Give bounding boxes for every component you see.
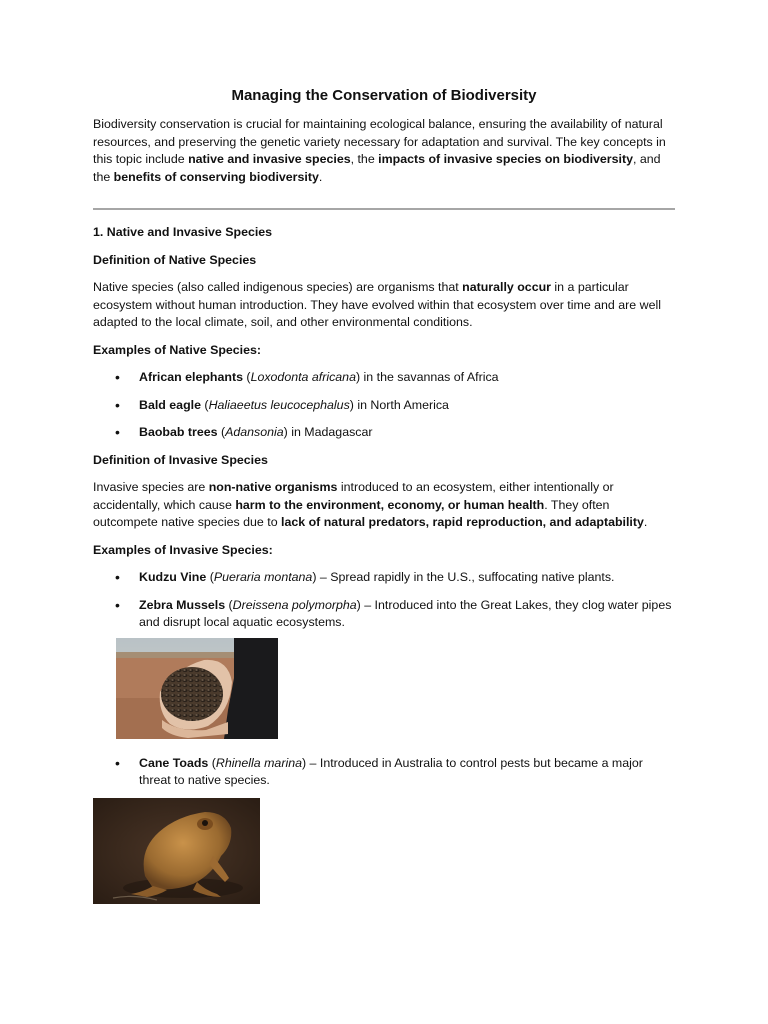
zebra-mussels-photo [116, 638, 278, 739]
list-item: • Bald eagle (Haliaeetus leucocephalus) in North America [93, 397, 675, 415]
list-item: • African elephants (Loxodonta africana) in the savannas of Africa [93, 369, 675, 387]
document-content [93, 86, 675, 904]
page-title: Managing the Conservation of Biodiversity [231, 87, 537, 104]
invasive-definition-paragraph: Invasive species are non-native organisms introduced to an ecosystem, either intentionally or accidentally, which cause harm to the environment, economy, or human health. They often outcompete native species due to lack of natural predators, rapid reproduction, and adaptability. [93, 480, 648, 529]
list-item: • Kudzu Vine (Pueraria montana) – Spread rapidly in the U.S., suffocating native plants. [93, 569, 675, 587]
invasive-definition-heading: Definition of Invasive Species [93, 452, 268, 467]
native-definition-paragraph: Native species (also called indigenous species) are organisms that naturally occur in a particular ecosystem without human introduction. They have evolved within that ecosystem over time and are well adapted to the local climate, soil, and other environmental conditions. [93, 280, 661, 329]
native-examples-heading: Examples of Native Species: [93, 342, 262, 357]
native-examples-list [93, 369, 675, 442]
list-item: • Cane Toads (Rhinella marina) – Introduced in Australia to control pests but became a major threat to native species. [93, 755, 675, 790]
section-heading: 1. Native and Invasive Species [93, 225, 273, 239]
invasive-examples-list-continued [93, 755, 675, 790]
intro-paragraph: Biodiversity conservation is crucial for maintaining ecological balance, ensuring the availability of natural resources, and preserving the genetic variety necessary for adaptation and survival. The key concepts in this topic include native and invasive species, the impacts of invasive species on biodiversity, and the benefits of conserving biodiversity. [93, 117, 666, 184]
horizontal-divider [93, 208, 675, 210]
native-definition-heading: Definition of Native Species [93, 252, 257, 267]
list-item: • Zebra Mussels (Dreissena polymorpha) – Introduced into the Great Lakes, they clog water pipes and disrupt local aquatic ecosystems. [93, 597, 675, 632]
invasive-examples-list [93, 569, 675, 632]
cane-toad-photo [93, 798, 260, 904]
invasive-examples-heading: Examples of Invasive Species: [93, 542, 273, 557]
list-item: • Baobab trees (Adansonia) in Madagascar [93, 424, 675, 442]
